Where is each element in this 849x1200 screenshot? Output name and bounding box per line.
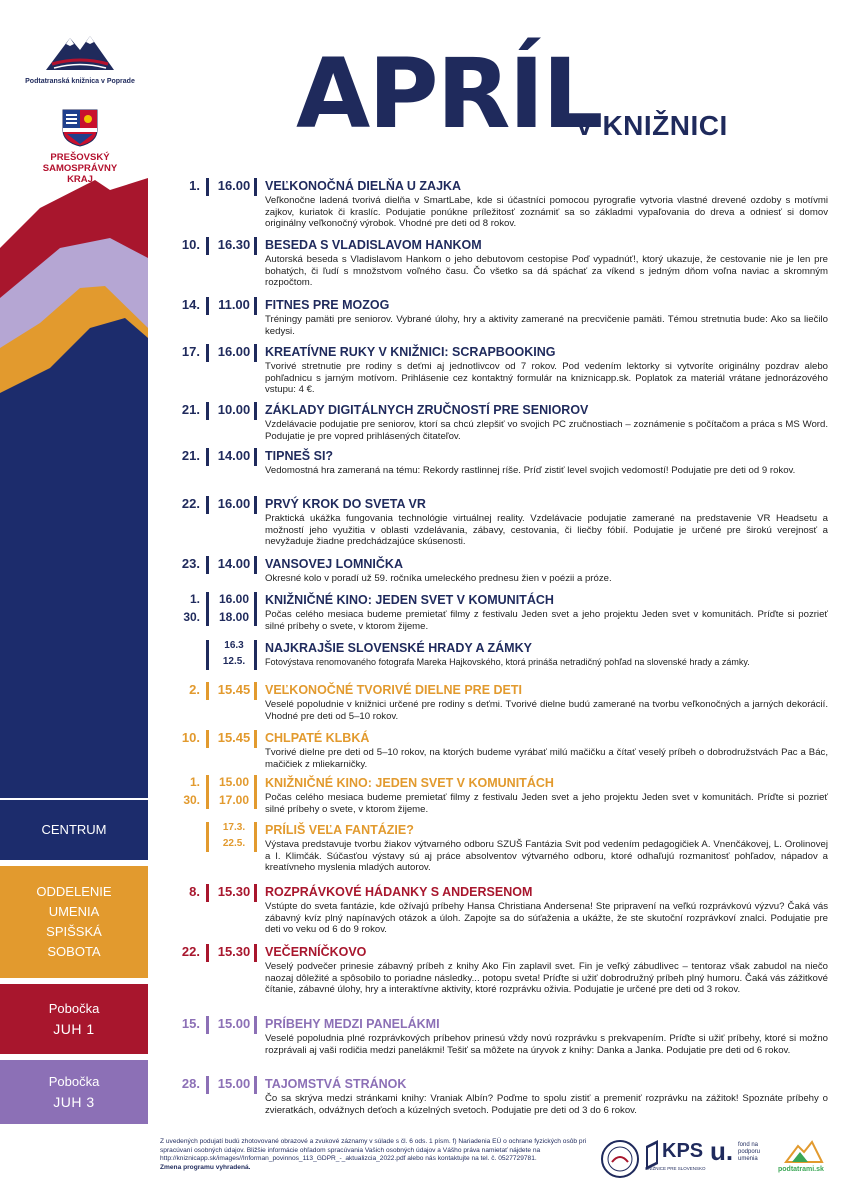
event-date: 22. [181,944,200,959]
event-title: VEĽKONOČNÁ DIELŇA U ZAJKA [265,179,462,193]
section-juh3-line-2: JUH 3 [53,1094,95,1110]
section-juh1-line-2: JUH 1 [53,1021,95,1037]
event-date-start: 1. [189,775,200,789]
event-date: 22. [181,496,200,511]
event-divider [206,496,209,514]
partner-logos [600,1134,830,1184]
event-time: 15.30 [217,884,251,899]
podtatrami-mountain-icon [784,1138,824,1164]
event-date-range [212,822,256,850]
event-divider [206,237,209,255]
event-date: 10. [181,237,200,252]
event-date-end: 12.5. [222,656,246,667]
event-divider [206,730,209,748]
event-divider [206,944,209,962]
event-description: Autorská beseda s Vladislavom Hankom o jeho debutovom cestopise Poď vypadnúť!, ktorý ukazuje, že cestovanie nie je len pre bohatých, či ľudí s množstvom voľného času. Čo všetko sa dá spáchať za víkend s jedným dňom voľna naviac a skromným rozpočtom. [265,254,828,289]
event-title: PRÍLIŠ VEĽA FANTÁZIE? [265,823,414,837]
event-date: 1. [189,178,200,193]
event-divider [254,884,257,902]
event-date: 21. [181,402,200,417]
event-description: Tvorivé dielne pre deti od 5–10 rokov, na ktorých budeme vyrábať milú mačičku a čítať veselý príbeh o dobrodružstvách Pac a Bác, mačičiek z mliekarničky. [265,747,828,770]
event-date: 2. [189,682,200,697]
event-description: Vstúpte do sveta fantázie, kde ožívajú príbehy Hansa Christiana Andersena! Ste pripravení na veľkú rozprávkovú výzvu? Čaká vás zábavný kvíz plný napínavých otázok a úloh. Zapojte sa do súťaženia a ukážte, že ste skutoční rozprávkoví znalci. Podujatie pre deti vo veku od 6 do 9 rokov. [265,901,828,936]
event-title: VEĽKONOČNÉ TVORIVÉ DIELNE PRE DETI [265,683,522,697]
event-description: Fotovýstava renomovaného fotografa Mareka Hajkovského, ktorá prináša netradičný pohľad na slovenské hrady a zámky. [265,657,750,667]
event-date-start: 17.3. [222,822,246,833]
event-divider [254,640,257,670]
left-sidebar [0,0,148,1200]
event-date-end: 22.5. [222,838,246,849]
event-description: Tréningy pamäti pre seniorov. Vybrané úlohy, hry a aktivity zamerané na precvičenie pamäti. Témou stretnutia bude: Ako sa liečilo kedysi. [265,314,828,337]
event-divider [254,822,257,852]
event-description: Praktická ukážka fungovania technológie virtuálnej reality. Vzdelávacie podujatie zamerané na predstavenie VR Headsetu a možností jeho využitia v oblasti vzdelávania, zábavy, cestovania, či liečby fóbií. Podujatie je určené pre širokú verejnosť a nevyžaduje žiadne predchádzajúce skúsenosti. [265,513,828,548]
region-line-1: PREŠOVSKÝ [50,152,110,163]
event-title: KNIŽNIČNÉ KINO: JEDEN SVET V KOMUNITÁCH [265,593,554,607]
event-divider [254,178,257,196]
section-centrum [0,800,148,860]
event-date: 23. [181,556,200,571]
event-date: 28. [181,1076,200,1091]
section-umenia-line-4: SOBOTA [47,944,101,959]
section-juh3 [0,1060,148,1124]
section-umenia-line-2: UMENIA [48,904,100,919]
event-title: TAJOMSTVÁ STRÁNOK [265,1077,407,1091]
event-description: Veselé popoludnie v knižnici určené pre rodiny s deťmi. Tvorivé dielne budú zamerané na tvorbu veľkonočných a jarných dekorácií. Vhodné pre deti od 5–10 rokov. [265,699,828,722]
event-date: 17. [181,344,200,359]
library-logo [20,28,140,85]
event-divider [254,237,257,255]
event-time-end: 18.00 [218,610,250,624]
kps-logo: KPS [662,1140,704,1162]
event-divider [206,297,209,315]
event-date-range [160,775,200,807]
event-title: PRVÝ KROK DO SVETA VR [265,497,426,511]
event-time: 16.00 [217,496,251,511]
event-title: FITNES PRE MOZOG [265,298,390,312]
program-change-note: Zmena programu vyhradená. [160,1163,251,1171]
region-line-2: SAMOSPRÁVNY [42,163,118,174]
fpu-logo: fond na podporu umenia [738,1142,761,1162]
event-divider [206,1016,209,1034]
event-title: VANSOVEJ LOMNIČKA [265,557,403,571]
event-divider [254,730,257,748]
event-time-range [212,592,256,624]
event-divider [206,640,209,670]
event-date-end: 30. [183,610,200,624]
event-divider [254,775,257,809]
event-description: Čo sa skrýva medzi stránkami knihy: Vraniak Albín? Poďme to spolu zistiť a premeniť rozprávku na zážitok! Spoznáte príbehy o zvieratkách, odvážnych deťoch a kúzelných svetoch. Podujatie pre deti od 3 do 6 rokov. [265,1093,828,1116]
fpu-logo-mark: u. [710,1136,734,1166]
event-time: 15.45 [217,730,251,745]
event-time: 14.00 [217,448,251,463]
coat-of-arms-icon [61,108,99,148]
event-date: 10. [181,730,200,745]
podtatrami-logo: podtatrami.sk [778,1166,824,1173]
event-divider [254,297,257,315]
section-juh1 [0,984,148,1054]
event-time-range [212,775,256,807]
section-umenia-line-3: SPIŠSKÁ [46,924,102,939]
event-time-start: 16.00 [218,592,250,606]
section-juh3-line-1: Pobočka [48,1074,100,1089]
event-title: ROZPRÁVKOVÉ HÁDANKY S ANDERSENOM [265,885,533,899]
event-date: 8. [189,884,200,899]
event-date-start: 16.3 [224,640,244,651]
event-description: Vzdelávacie podujatie pre seniorov, ktorí sa chcú zlepšiť vo svojich PC zručnostiach – zoznámenie s počítačom a práca s MS Word. Podujatie je pre vopred prihlásených čitateľov. [265,419,828,442]
library-name: Podtatranská knižnica v Poprade [25,78,135,85]
event-description: Veľkonočne ladená tvorivá dielňa v SmartLabe, kde si účastníci pomocou pyrografie vytvoria vlastné drevené ozdoby s motívmi zajkov, kuriatok či kraslíc. Podujatie ponúkne príležitosť zoznámiť sa so základmi vypaľovania do dreva a odniesť si domov originálny veľkonočný výrobok. Vhodné pre deti od 8 rokov. [265,195,828,230]
event-divider [254,556,257,574]
event-time: 15.45 [217,682,251,697]
event-title: VEČERNÍČKOVO [265,945,367,959]
event-divider [206,1076,209,1094]
event-divider [206,822,209,852]
event-divider [254,944,257,962]
event-time: 16.00 [217,178,251,193]
event-divider [254,344,257,362]
event-description: Počas celého mesiaca budeme premietať filmy z festivalu Jeden svet a jeho projektu Jeden svet v komunitách. Príďte si pozrieť silné príbehy o svete, v ktorom žijeme. [265,609,828,632]
event-divider [254,1076,257,1094]
kps-logo-subtitle: KNIŽNICE PRE SLOVENSKO [645,1166,706,1171]
event-title: KREATÍVNE RUKY V KNIŽNICI: SCRAPBOOKING [265,345,556,359]
event-date: 15. [181,1016,200,1031]
event-divider [254,1016,257,1034]
event-description: Tvorivé stretnutie pre rodiny s deťmi aj jednotlivcov od 7 rokov. Pod vedením lektorky si vytvoríte originálny pozdrav alebo pohľadnicu s jarným motívom. Prihlásenie cez kontaktný formulár na kniznicapp.sk. Poplatok za materiál vrátane jednorázového vstupu: 4 €. [265,361,828,396]
event-time-end: 17.00 [218,793,250,807]
event-description: Vedomostná hra zameraná na tému: Rekordy rastlinnej ríše. Príď zistiť level svojich vedomostí! Podujatie pre deti od 9 rokov. [265,465,796,476]
event-time: 14.00 [217,556,251,571]
event-divider [206,448,209,466]
event-time: 15.00 [217,1076,251,1091]
section-juh1-line-1: Pobočka [48,1001,100,1016]
event-divider [254,496,257,514]
event-date: 14. [181,297,200,312]
event-time: 11.00 [218,297,250,312]
event-title: PRÍBEHY MEDZI PANELÁKMI [265,1017,440,1031]
event-title: NAJKRAJŠIE SLOVENSKÉ HRADY A ZÁMKY [265,641,532,655]
event-date-range [212,640,256,668]
event-divider [206,178,209,196]
section-centrum-label: CENTRUM [41,822,107,837]
event-time: 16.30 [217,237,251,252]
event-divider [206,402,209,420]
event-divider [206,775,209,809]
region-line-3: KRAJ [67,174,93,185]
event-time: 16.00 [217,344,251,359]
event-date-end: 30. [183,793,200,807]
section-umenia-line-1: ODDELENIE [36,884,112,899]
event-divider [206,592,209,626]
footer-gdpr-notice [160,1138,590,1172]
page-subtitle: V KNIŽNICI [575,110,728,141]
event-divider [206,344,209,362]
event-description: Veselé popoludnia plné rozprávkových príbehov prinesú vždy novú rozprávku s prekvapením. Príďte si užiť príbehy, ktoré si možno rozprávali aj vaši rodičia medzi panelákmi! Tešiť sa môžete na úryvok z knihy: Danka a Janka. Podujatie pre deti od 6 rokov. [265,1033,828,1056]
event-time: 10.00 [217,402,251,417]
event-title: CHLPATÉ KLBKÁ [265,731,370,745]
event-date-range [160,592,200,624]
event-date: 21. [181,448,200,463]
event-title: KNIŽNIČNÉ KINO: JEDEN SVET V KOMUNITÁCH [265,776,554,790]
section-oddelenie-umenia [0,866,148,978]
event-description: Okresné kolo v poradí už 59. ročníka umeleckého prednesu žien v poézii a próze. [265,573,612,584]
event-description: Počas celého mesiaca budeme premietať filmy z festivalu Jeden svet a jeho projektu Jeden svet v komunitách. Príďte si pozrieť silné príbehy o svete, v ktorom žijeme. [265,792,828,815]
event-description: Veselý podvečer prinesie zábavný príbeh z knihy Ako Fin zaplavil svet. Fin je veľký zábudlivec – tentoraz však zabudol na niečo naozaj dôležité a spôsobilo to poriadne následky... potopu sveta! Príďte si užiť dobrodružný príbeh plný humoru. Čaká vás zážitkové čítanie, zábavné úlohy, hry a interaktívne aktivity, ktoré rozprávku oživia. Podujatie je určené pre deti od 3 rokov. [265,961,828,996]
event-divider [206,556,209,574]
event-divider [254,402,257,420]
event-divider [254,592,257,626]
event-time: 15.00 [217,1016,251,1031]
event-divider [254,448,257,466]
mountain-logo-icon [40,28,120,76]
event-title: ZÁKLADY DIGITÁLNYCH ZRUČNOSTÍ PRE SENIOROV [265,403,589,417]
event-time: 15.30 [217,944,251,959]
event-divider [254,682,257,700]
region-crest [20,108,140,185]
event-time-start: 15.00 [218,775,250,789]
mountains-decoration [0,178,148,798]
gdpr-text: Z uvedených podujatí budú zhotovované obrazové a zvukové záznamy v súlade s čl. 6 ods. 1 písm. f) Nariadenia EÚ o ochrane fyzických osôb pri spracúvaní osobných údajov. Bližšie informácie ohľadom spracúvania Vašich osobných údajov a Vášho práva namietať nájdete na http://kniznicapp.sk/images//Informan_povinnos_113_GDPR_-_aktualizcia_2022.pdf alebo nás kontaktujte na tel. č. 0527729781. [160,1138,587,1163]
event-divider [206,884,209,902]
event-date-start: 1. [189,592,200,606]
event-title: TIPNEŠ SI? [265,449,334,463]
event-divider [206,682,209,700]
event-title: BESEDA S VLADISLAVOM HANKOM [265,238,482,252]
event-description: Výstava predstavuje tvorbu žiakov výtvarného odboru SZUŠ Fantázia Svit pod vedením pedagogičiek A. Vnenčákovej, L. Orolinovej a I. Klimčák. Súčasťou výstavy sú aj práce absolventov výtvarného odboru, ktoré odhaľujú rozmanitosť pohľadov, nápadov a kreatívneho myslenia mladých autorov. [265,839,828,874]
page-title: APRÍL [296,38,602,150]
